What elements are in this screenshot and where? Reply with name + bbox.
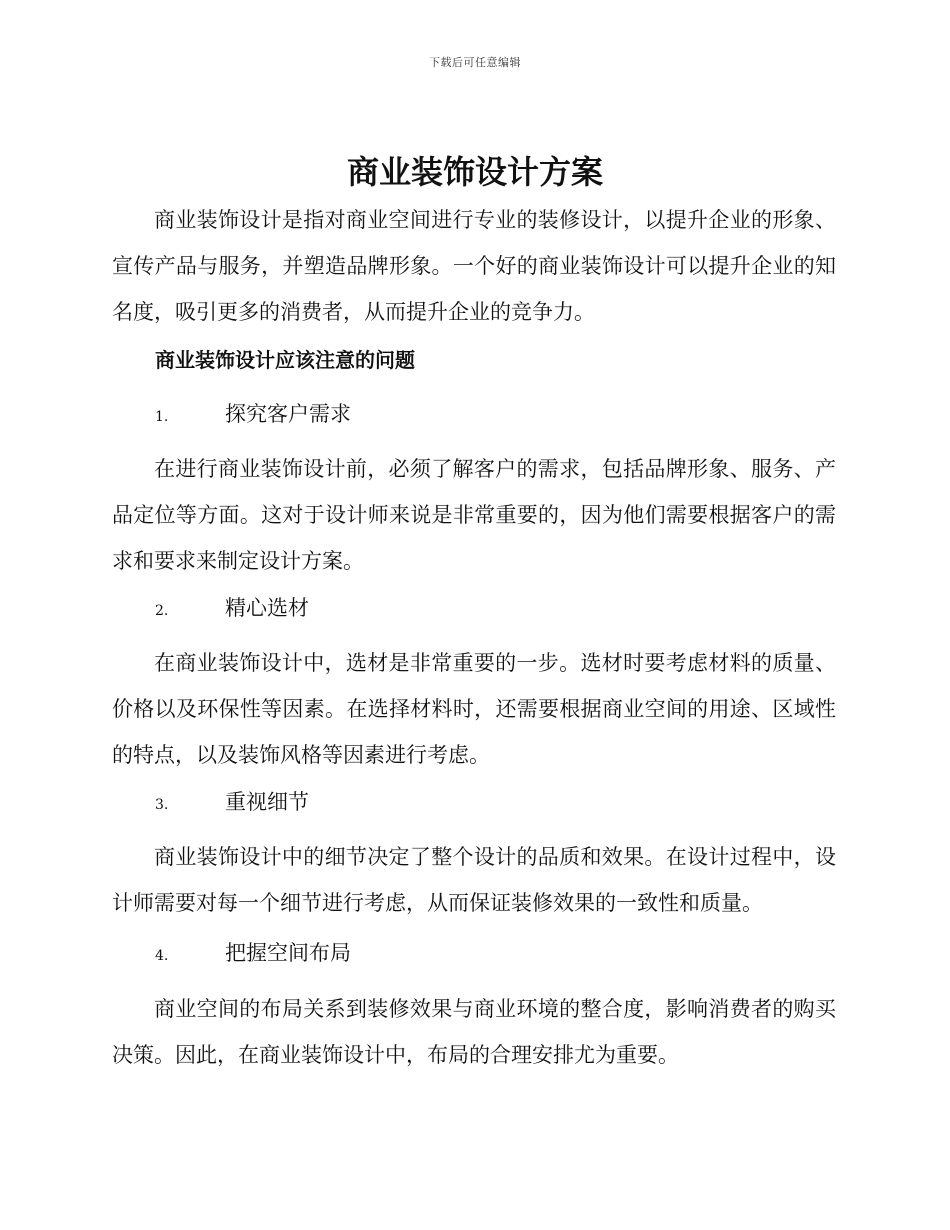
section-heading: 商业装饰设计应该注意的问题	[155, 348, 415, 372]
item-paragraph-1: 在进行商业装饰设计前，必须了解客户的需求，包括品牌形象、服务、产品定位等方面。这对于设计师来说是非常重要的，因为他们需要根据客户的需求和要求来制定设计方案。	[112, 457, 836, 573]
item-paragraph-2: 在商业装饰设计中，选材是非常重要的一步。选材时要考虑材料的质量、价格以及环保性等因素。在选择材料时，还需要根据商业空间的用途、区域性的特点，以及装饰风格等因素进行考虑。	[112, 651, 836, 767]
list-number: 1.	[155, 409, 169, 425]
list-item-3	[155, 787, 309, 820]
list-number: 3.	[155, 797, 169, 813]
item-paragraph-3: 商业装饰设计中的细节决定了整个设计的品质和效果。在设计过程中，设计师需要对每一个细节进行考虑，从而保证装修效果的一致性和质量。	[112, 845, 836, 915]
list-label: 探究客户需求	[225, 402, 351, 426]
item-paragraph-4: 商业空间的布局关系到装修效果与商业环境的整合度，影响消费者的购买决策。因此，在商业装饰设计中，布局的合理安排尤为重要。	[112, 997, 836, 1067]
list-label: 把握空间布局	[225, 941, 351, 965]
header-note: 下载后可任意编辑	[429, 56, 521, 69]
list-item-2	[155, 593, 309, 626]
list-item-4	[155, 938, 351, 971]
list-label: 精心选材	[225, 596, 309, 620]
document-title: 商业装饰设计方案	[346, 153, 603, 191]
list-label: 重视细节	[225, 790, 309, 814]
list-item-1	[155, 399, 351, 432]
list-number: 4.	[155, 948, 169, 964]
intro-paragraph: 商业装饰设计是指对商业空间进行专业的装修设计，以提升企业的形象、宣传产品与服务，并塑造品牌形象。一个好的商业装饰设计可以提升企业的知名度，吸引更多的消费者，从而提升企业的竞争力。	[112, 208, 836, 324]
list-number: 2.	[155, 603, 169, 619]
